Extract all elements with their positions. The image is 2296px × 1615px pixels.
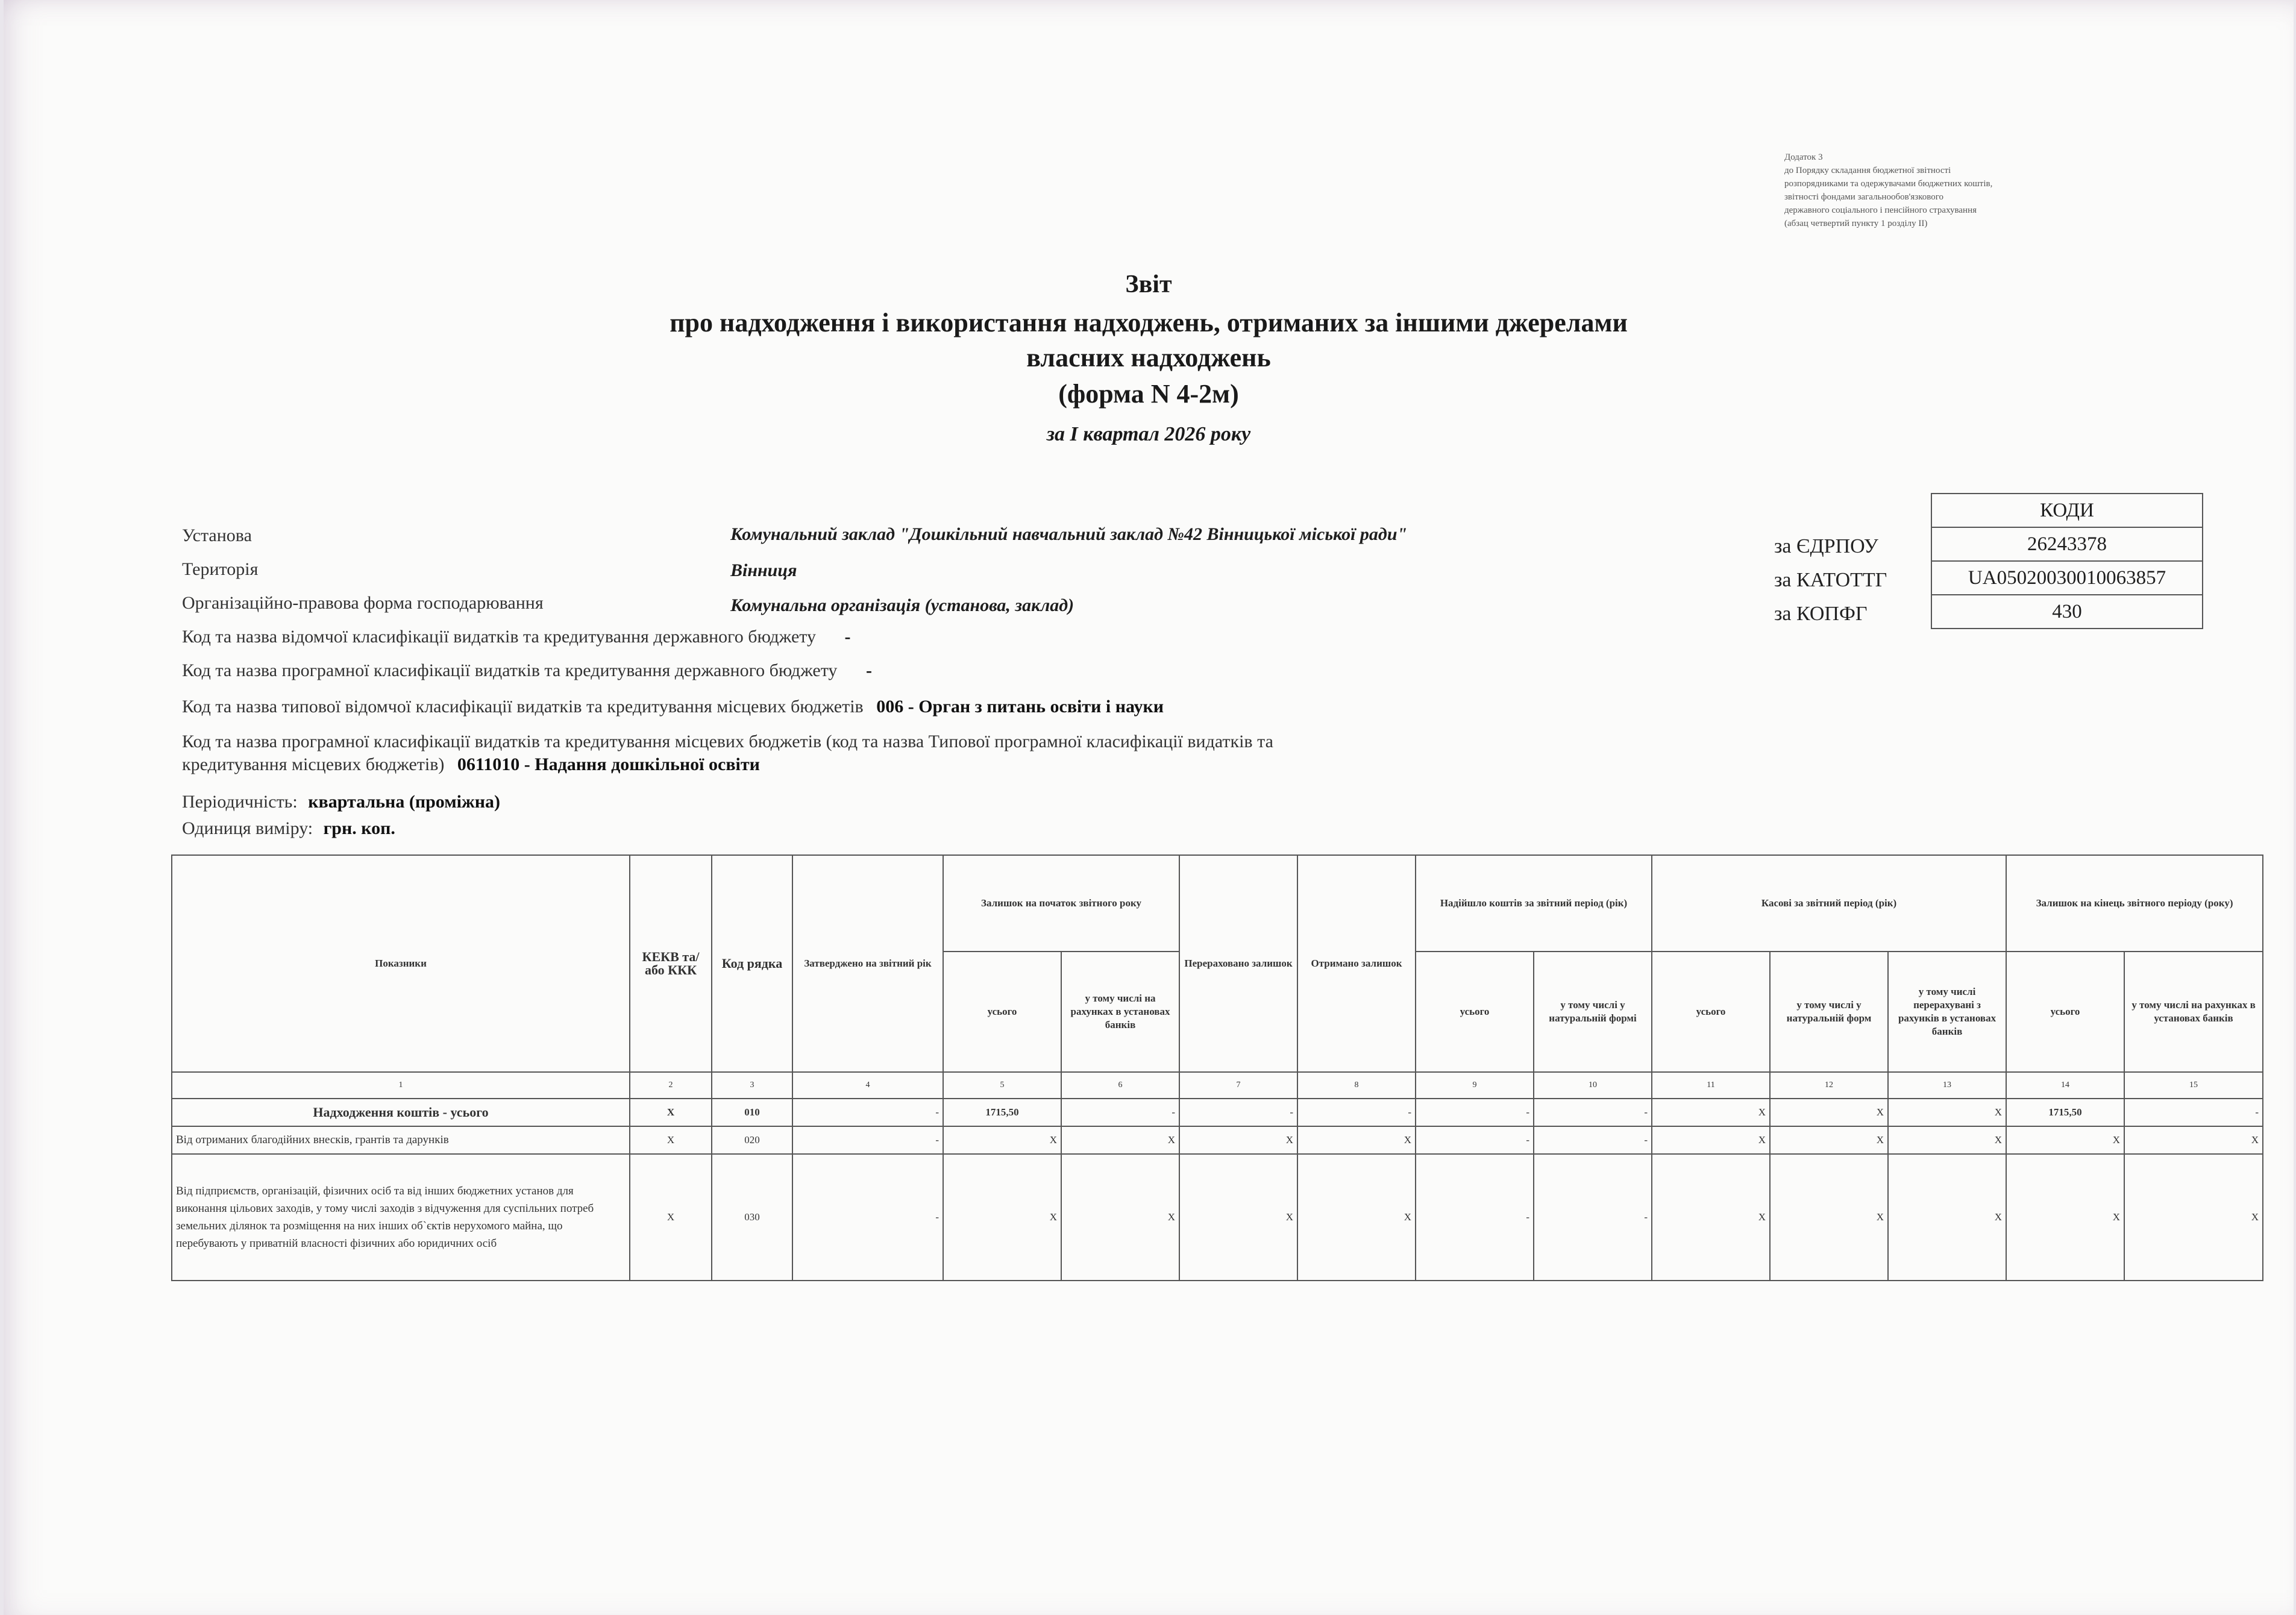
col-number: 9 [1416, 1072, 1534, 1099]
header-received-natural: у тому числі у натуральній формі [1534, 952, 1652, 1072]
territory-value: Вінниця [730, 560, 797, 580]
report-subtitle-line2: власних надходжень [1026, 343, 1271, 372]
table-cell: X [630, 1126, 712, 1154]
kopfg-label: за КОПФГ [1774, 603, 1868, 625]
edrpou-label: за ЄДРПОУ [1774, 535, 1878, 557]
table-cell: 010 [712, 1099, 792, 1126]
row-name: Надходження коштів - усього [172, 1099, 630, 1126]
col-number: 6 [1061, 1072, 1179, 1099]
col-number: 8 [1297, 1072, 1416, 1099]
header-balance-end: Залишок на кінець звітного періоду (року) [2006, 855, 2263, 952]
row-name: Від отриманих благодійних внесків, грантів та дарунків [172, 1126, 630, 1154]
prog-local-line1: Код та назва програмної класифікації видатків та кредитування місцевих бюджетів (код та назва Типової програмної класифікації видатків та [182, 732, 1273, 751]
table-cell: 030 [712, 1154, 792, 1281]
revenue-table [171, 855, 2263, 1281]
table-cell: - [1297, 1099, 1416, 1126]
table-cell: X [2124, 1154, 2263, 1281]
report-subtitle-line1: про надходження і використання надходжень, отриманих за іншими джерелами [670, 308, 1628, 337]
typical-dept-label: Код та назва типової відомчої класифікації видатків та кредитування місцевих бюджетів [182, 697, 864, 717]
table-cell: 1715,50 [2006, 1099, 2124, 1126]
table-cell: X [630, 1099, 712, 1126]
header-start-total: усього [943, 952, 1061, 1072]
table-row [172, 1154, 2263, 1281]
header-received-total: усього [1416, 952, 1534, 1072]
table-cell: - [1534, 1126, 1652, 1154]
table-cell: X [1061, 1154, 1179, 1281]
report-period: за I квартал 2026 року [1046, 423, 1251, 445]
header-received-funds: Надійшло коштів за звітний період (рік) [1416, 855, 1652, 952]
table-cell: - [792, 1126, 943, 1154]
table-cell: 020 [712, 1126, 792, 1154]
table-cell: X [1888, 1154, 2006, 1281]
col-number: 14 [2006, 1072, 2124, 1099]
table-cell: X [2124, 1126, 2263, 1154]
table-cell: X [2006, 1154, 2124, 1281]
table-cell: X [1770, 1126, 1888, 1154]
table-cell: - [1416, 1154, 1534, 1281]
header-row-code: Код рядка [712, 855, 792, 1072]
table-cell: - [792, 1154, 943, 1281]
territory-label: Територія [182, 559, 259, 579]
table-cell: - [1534, 1154, 1652, 1281]
appendix-line: розпорядниками та одержувачами бюджетних коштів, [1784, 179, 1993, 189]
col-number: 3 [712, 1072, 792, 1099]
header-start-bank: у тому числі на рахунках в установах банків [1061, 952, 1179, 1072]
col-number: 12 [1770, 1072, 1888, 1099]
org-form-label: Організаційно-правова форма господарювання [182, 593, 544, 613]
table-cell: 1715,50 [943, 1099, 1061, 1126]
prog-local-line2 [182, 754, 760, 775]
header-approved: Затверджено на звітний рік [792, 855, 943, 1072]
col-number: 10 [1534, 1072, 1652, 1099]
col-number: 5 [943, 1072, 1061, 1099]
table-cell: - [1061, 1099, 1179, 1126]
prog-state-label: Код та назва програмної класифікації видатків та кредитування державного бюджету [182, 660, 838, 680]
appendix-line: Додаток 3 [1784, 152, 1823, 162]
periodicity-label: Періодичність: [182, 792, 298, 812]
header-cash-total: усього [1652, 952, 1770, 1072]
table-cell: X [1297, 1126, 1416, 1154]
table-cell: X [1888, 1099, 2006, 1126]
table-cell: X [1179, 1126, 1297, 1154]
katottg-label: за КАТОТТГ [1774, 569, 1887, 591]
table-cell: X [1770, 1099, 1888, 1126]
table-cell: X [943, 1126, 1061, 1154]
header-end-bank: у тому числі на рахунках в установах банків [2124, 952, 2263, 1072]
katottg-value: UA05020030010063857 [1931, 561, 2203, 595]
prog-state-value: - [865, 660, 872, 680]
header-end-total: усього [2006, 952, 2124, 1072]
table-cell: - [792, 1099, 943, 1126]
table-cell: - [1179, 1099, 1297, 1126]
institution-label: Установа [182, 525, 252, 545]
table-cell: X [1179, 1154, 1297, 1281]
table-cell: - [1534, 1099, 1652, 1126]
typical-dept-value: 006 - Орган з питань освіти і науки [876, 697, 1164, 717]
periodicity-line [182, 792, 500, 812]
column-number-row [172, 1072, 2263, 1099]
table-row [172, 1099, 2263, 1126]
table-cell: - [2124, 1099, 2263, 1126]
unit-label: Одиниця виміру: [182, 818, 313, 838]
codes-table [1931, 493, 2203, 629]
header-received: Отримано залишок [1297, 855, 1416, 1072]
table-cell: X [1888, 1126, 2006, 1154]
table-cell: X [1297, 1154, 1416, 1281]
col-number: 4 [792, 1072, 943, 1099]
col-number: 2 [630, 1072, 712, 1099]
table-cell: X [1770, 1154, 1888, 1281]
periodicity-value: квартальна (проміжна) [308, 792, 501, 812]
appendix-line: до Порядку складання бюджетної звітності [1784, 166, 1951, 175]
col-number: 1 [172, 1072, 630, 1099]
table-cell: X [943, 1154, 1061, 1281]
dept-state-label: Код та назва відомчої класифікації видатків та кредитування державного бюджету [182, 627, 816, 647]
table-cell: X [1652, 1099, 1770, 1126]
col-number: 11 [1652, 1072, 1770, 1099]
kopfg-value: 430 [1931, 595, 2203, 629]
header-cash-natural: у тому числі у натуральній форм [1770, 952, 1888, 1072]
table-row [172, 1126, 2263, 1154]
table-cell: X [1652, 1154, 1770, 1281]
dept-state-line [182, 627, 850, 647]
typical-dept-line [182, 697, 1164, 717]
header-balance-start: Залишок на початок звітного року [943, 855, 1179, 952]
header-kekv: КЕКВ та/або ККК [630, 855, 712, 1072]
table-cell: X [1652, 1126, 1770, 1154]
col-number: 13 [1888, 1072, 2006, 1099]
header-cash: Касові за звітний період (рік) [1652, 855, 2006, 952]
header-transferred: Перераховано залишок [1179, 855, 1297, 1072]
table-cell: X [630, 1154, 712, 1281]
appendix-note [1784, 151, 2170, 230]
col-number: 15 [2124, 1072, 2263, 1099]
table-cell: X [1061, 1126, 1179, 1154]
table-cell: - [1416, 1099, 1534, 1126]
prog-local-label: кредитування місцевих бюджетів) [182, 754, 445, 774]
report-title: Звіт [1125, 271, 1172, 298]
institution-value: Комунальний заклад "Дошкільний навчальний заклад №42 Вінницької міської ради" [730, 524, 1408, 544]
header-indicators: Показники [172, 855, 630, 1072]
dept-state-value: - [844, 627, 851, 647]
unit-line [182, 818, 395, 839]
header-cash-transferred: у тому числі перерахувані з рахунків в установах банків [1888, 952, 2006, 1072]
codes-header: КОДИ [1931, 494, 2203, 527]
table-cell: X [2006, 1126, 2124, 1154]
appendix-line: державного соціального і пенсійного страхування [1784, 205, 1977, 215]
document-sheet [4, 0, 2294, 1615]
prog-local-value: 0611010 - Надання дошкільної освіти [457, 754, 760, 774]
appendix-line: (абзац четвертий пункту 1 розділу II) [1784, 219, 1928, 228]
appendix-line: звітності фондами загальнообов'язкового [1784, 192, 1943, 202]
unit-value: грн. коп. [323, 818, 395, 838]
form-number: (форма N 4-2м) [1058, 379, 1239, 409]
prog-state-line [182, 660, 872, 681]
col-number: 7 [1179, 1072, 1297, 1099]
edrpou-value: 26243378 [1931, 527, 2203, 561]
org-form-value: Комунальна організація (установа, заклад) [730, 595, 1074, 615]
table-cell: - [1416, 1126, 1534, 1154]
row-name: Від підприємств, організацій, фізичних осіб та від інших бюджетних установ для виконання цільових заходів, у тому числі заходів з відчуження для суспільних потреб земельних ділянок та розміщення на них інших об`єктів нерухомого майна, що перебувають у приватній власності фізичних або юридичних осіб [172, 1154, 630, 1281]
